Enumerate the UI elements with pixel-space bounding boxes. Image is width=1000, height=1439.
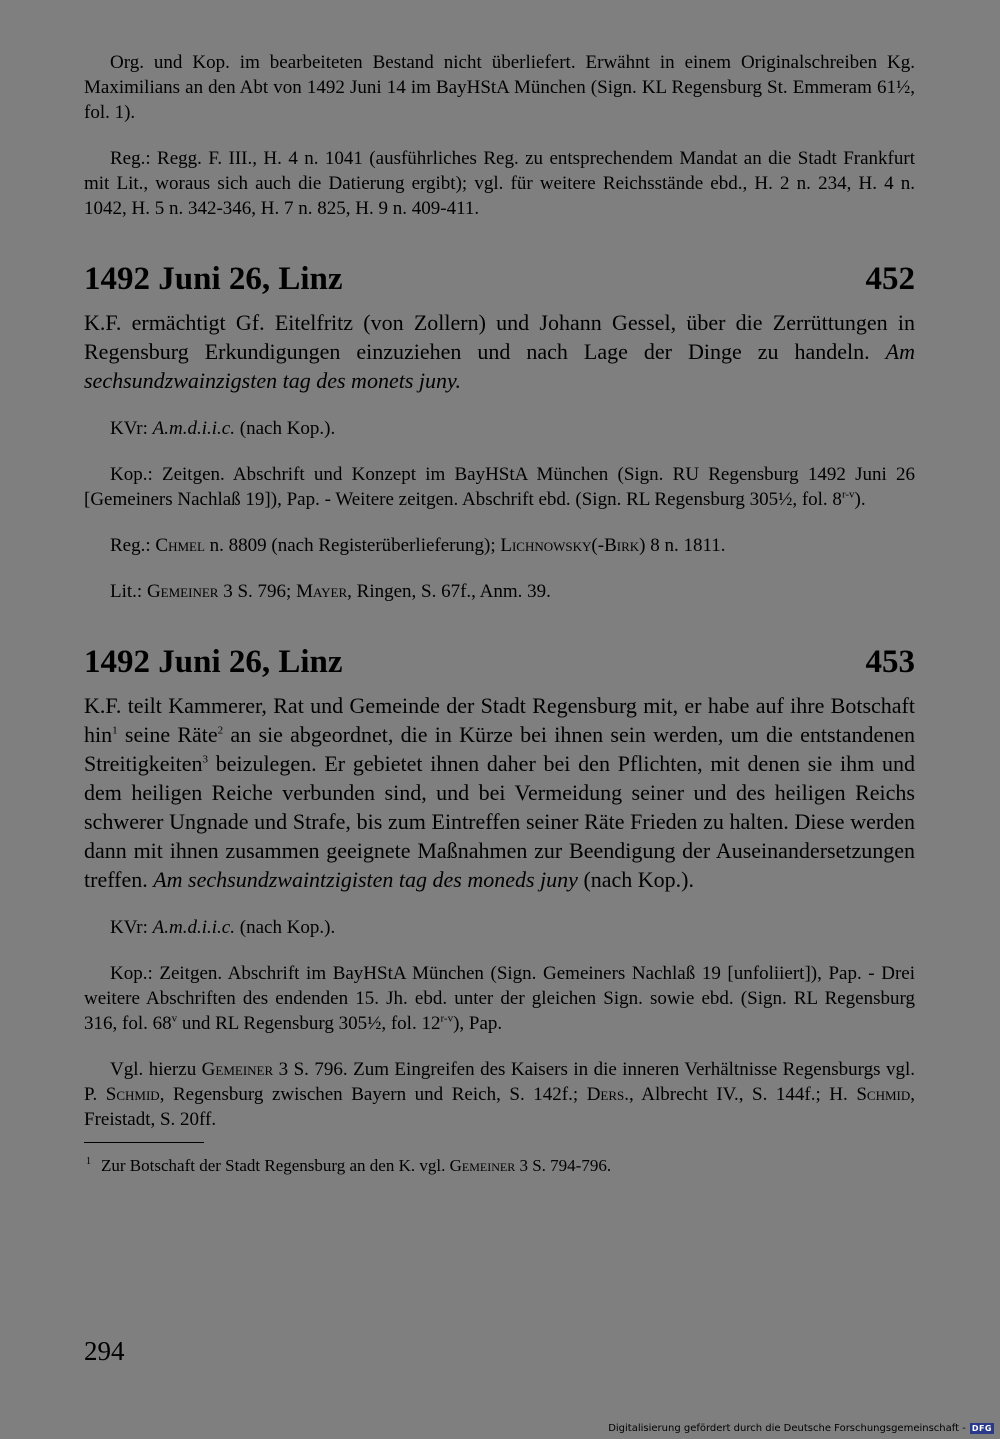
entry-452-date: 1492 Juni 26, Linz <box>84 261 343 297</box>
regest-quote: Am sechsundzwaintzigisten tag des moneds juny <box>153 867 578 892</box>
kop-sup-1: v <box>171 1012 178 1025</box>
vgl-text-5: , Freistadt, S. 20ff. <box>84 1084 916 1130</box>
kvr-label: KVr: <box>110 418 148 439</box>
vgl-text-4: , Albrecht IV., S. 144f.; H. <box>629 1084 857 1105</box>
entry-452-kvr <box>84 416 915 441</box>
regest-text-4: beizulegen. Er gebietet ihnen daher bei den Pflichten, mit denen sie ihm und dem heiligen Reiche verbunden sind, und bei Vermeidung seiner und des heiligen Reichs schwerer Ungnade und Strafe, bis zum Eintreffen seiner Räte Frieden zu halten. Diese werden dann mit ihnen zusammen geeignete Maßnahmen zur Beendigung der Auseinandersetzungen treffen. <box>84 751 915 892</box>
footnote-1 <box>84 1155 915 1177</box>
entry-452-regest <box>84 308 915 395</box>
footnote-text-2: 3 S. 794-796. <box>515 1156 612 1175</box>
entry-453-vgl <box>84 1057 915 1132</box>
kop-text-2: und RL Regensburg 305½, fol. 12 <box>177 1013 441 1034</box>
footnote-ref-3[interactable]: 3 <box>202 753 209 766</box>
vgl-author-4: Schmid <box>856 1084 911 1105</box>
kvr-label: KVr: <box>110 917 148 938</box>
regest-text-2: seine Räte <box>117 722 218 747</box>
kop-text-3: ), Pap. <box>453 1013 503 1034</box>
entry-453-kvr <box>84 915 915 940</box>
vgl-author-1: Gemeiner <box>201 1059 274 1080</box>
lit-author-1: Gemeiner <box>146 581 219 602</box>
reg-label: Reg.: <box>110 535 156 556</box>
reg-text-2: 8 n. 1811. <box>645 535 726 556</box>
regest-text-3: an sie abgeordnet, die in Kürze bei ihnen sein werden, um die entstandenen Streitigkeiten <box>84 722 915 776</box>
lit-label: Lit.: <box>110 581 147 602</box>
entry-452-reg <box>84 533 915 558</box>
entry-452-text: K.F. ermächtigt Gf. Eitelfritz (von Zollern) und Johann Gessel, über die Zerrüttungen in Regensburg Erkundigungen einzuziehen und nach Lage der Dinge zu handeln. <box>84 310 915 364</box>
entry-452-number: 452 <box>865 261 915 297</box>
entry-453-regest <box>84 691 915 894</box>
entry-453-number: 453 <box>865 644 915 680</box>
dfg-logo-icon[interactable]: DFG <box>971 1424 992 1433</box>
footnote-divider <box>84 1142 204 1143</box>
kvr-rest: (nach Kop.). <box>239 917 336 938</box>
vgl-author-2: Schmid <box>105 1084 160 1105</box>
vgl-text-1: Vgl. hierzu <box>110 1059 202 1080</box>
entry-453-heading <box>84 642 915 682</box>
reg-author-1: Chmel <box>155 535 205 556</box>
kvr-abbrev: A.m.d.i.i.c. <box>152 418 235 439</box>
footnote-text-1: Zur Botschaft der Stadt Regensburg an den K. vgl. <box>101 1156 450 1175</box>
vgl-text-2: 3 S. 796. Zum Eingreifen des Kaisers in die inneren Verhältnisse Regensburgs vgl. P. <box>84 1059 915 1105</box>
entry-452-heading <box>84 259 915 299</box>
entry-452-lit <box>84 579 915 604</box>
footnote-ref-2[interactable]: 2 <box>217 724 224 737</box>
entry-453-kop <box>84 961 915 1036</box>
footer-text: Digitalisierung gefördert durch die Deutsche Forschungsgemeinschaft - <box>608 1423 966 1434</box>
vgl-author-3: Ders. <box>586 1084 630 1105</box>
kvr-rest: (nach Kop.). <box>239 418 336 439</box>
regest-text-5: (nach Kop.). <box>577 867 695 892</box>
lit-text-2: , Ringen, S. 67f., Anm. 39. <box>347 581 551 602</box>
kop-sup-2: r-v <box>440 1012 454 1025</box>
document-page <box>84 50 915 1177</box>
entry-452-kop <box>84 462 915 512</box>
intro-reg-paragraph: Reg.: Regg. F. III., H. 4 n. 1041 (ausführliches Reg. zu entsprechendem Mandat an die Stadt Frankfurt mit Lit., woraus sich auch die Datierung ergibt); vgl. für weitere Reichsstände ebd., H. 2 n. 234, H. 4 n. 1042, H. 5 n. 342-346, H. 7 n. 825, H. 9 n. 409-411. <box>84 148 915 219</box>
kvr-abbrev: A.m.d.i.i.c. <box>152 917 235 938</box>
page-number: 294 <box>84 1336 125 1366</box>
entry-453-date: 1492 Juni 26, Linz <box>84 644 343 680</box>
intro-org-paragraph: Org. und Kop. im bearbeiteten Bestand nicht überliefert. Erwähnt in einem Originalschreiben Kg. Maximilians an den Abt von 1492 Juni 14 im BayHStA München (Sign. KL Regensburg St. Emmeram 61½, fol. 1). <box>84 52 915 123</box>
lit-text-1: 3 S. 796; <box>218 581 297 602</box>
kop-sup: r-v <box>841 488 855 501</box>
vgl-text-3: , Regensburg zwischen Bayern und Reich, S. 142f.; <box>159 1084 587 1105</box>
footnote-mark: 1 <box>86 1156 91 1168</box>
kop-text: Kop.: Zeitgen. Abschrift und Konzept im BayHStA München (Sign. RU Regensburg 1492 Juni 26 [Gemeiners Nachlaß 19]), Pap. - Weitere zeitgen. Abschrift ebd. (Sign. RL Regensburg 305½, fol. 8 <box>84 464 915 510</box>
reg-author-2: Lichnowsky(-Birk) <box>500 535 646 556</box>
footer-credit <box>608 1423 994 1434</box>
footnote-ref-1[interactable]: 1 <box>112 724 118 737</box>
reg-text-1: n. 8809 (nach Registerüberlieferung); <box>204 535 501 556</box>
entry-452-quote: Am sechsundzwainzigsten tag des monets juny. <box>84 339 915 393</box>
footnote-author: Gemeiner <box>449 1156 516 1175</box>
lit-author-2: Mayer <box>296 581 348 602</box>
regest-text-1: K.F. teilt Kammerer, Rat und Gemeinde der Stadt Regensburg mit, er habe auf ihre Botschaft hin <box>84 693 915 747</box>
kop-end: ). <box>854 489 866 510</box>
kop-text-1: Kop.: Zeitgen. Abschrift im BayHStA München (Sign. Gemeiners Nachlaß 19 [unfoliiert]), Pap. - Drei weitere Abschriften des endenden 15. Jh. ebd. unter der gleichen Sign. sowie ebd. (Sign. RL Regensburg 316, fol. 68 <box>84 963 915 1034</box>
